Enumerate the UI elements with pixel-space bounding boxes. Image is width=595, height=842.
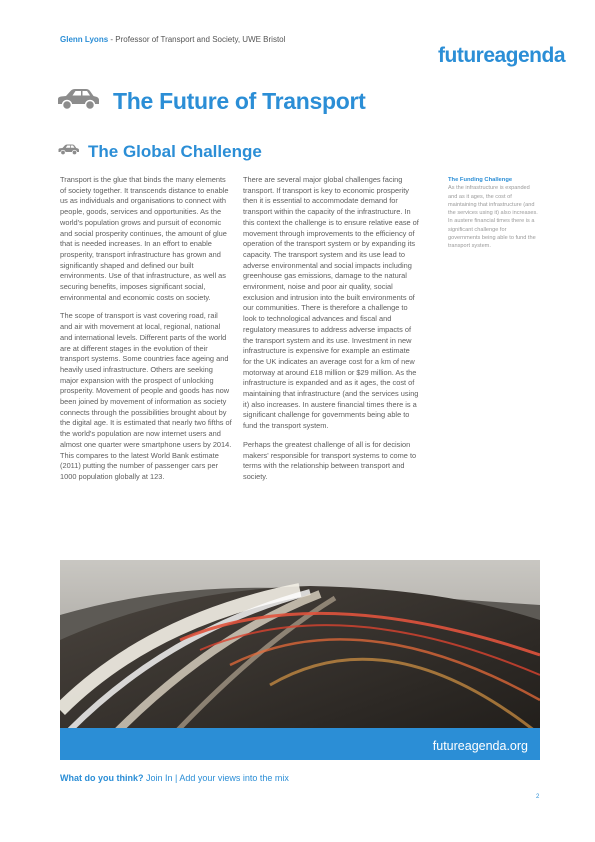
paragraph: There are several major global challenges facing transport. If transport is key to economic prosperity then it is essential to accommodate demand for transport within the capacity of the infrastructure. In this context the challenge is to ensure relative ease of movement through improvements to the efficiency of operation of the transport system or by expanding its capacity. The transport system and its use lead to adverse environmental and social impacts including greenhouse gas emissions, damage to the natural environment, noise and poor air quality, social exclusion and intrusion into the built environments of our communities. There is therefore a challenge to look to technological advances and fiscal and regulatory measures to address adverse impacts of the transport system and its use. Investment in new infrastructure is expensive for example an estimate for the UK indicates an average cost for a km of new motorway at around £18 million or $29 million. As the infrastructure is expanded and as it ages, the cost of maintaining that infrastructure (and the services using it) also increases. In austere financial times there is a significant challenge for governments being able to fund the transport system. xyxy=(243,175,419,431)
page-number: 2 xyxy=(536,794,540,800)
highway-light-trails-photo xyxy=(60,560,540,760)
sidebar-text: As the infrastructure is expanded and as it ages, the cost of maintaining that infrastructure (and the services using it) also increases. In austere financial times there is a significant challenge for governments being able to fund the transport system. xyxy=(448,185,538,250)
paragraph: Transport is the glue that binds the many elements of society together. It transcends distance to enable us as individuals and organisations to connect with people, goods, services and opportunities. As the world's population grows and pursuit of economic and social prosperity continues, the amount of glue that is needed increases. In an effort to enable prosperity, transport infrastructure has grown and significantly shaped and defined our built environments. Use of that infrastructure, as well as securing benefits, imposes significant social, environmental and economic costs on society. xyxy=(60,175,229,302)
author-line xyxy=(60,35,285,44)
paragraph: Perhaps the greatest challenge of all is for decision makers' responsible for transport systems to come to terms with the relationship between transport and society. xyxy=(243,439,417,481)
footer-cta[interactable] xyxy=(60,773,289,783)
footer-question: What do you think? xyxy=(60,773,144,783)
author-name: Glenn Lyons xyxy=(60,35,109,44)
section-heading-row xyxy=(57,140,262,164)
body-column-left xyxy=(60,175,232,491)
car-icon xyxy=(55,87,101,116)
sidebar-callout xyxy=(448,176,540,251)
page-title-row xyxy=(55,85,366,117)
image-url-text[interactable]: futureagenda.org xyxy=(432,739,528,753)
author-role: - Professor of Transport and Society, UWE Bristol xyxy=(108,35,286,44)
body-column-right xyxy=(243,175,419,491)
footer-join-link[interactable]: Join In | Add your views into the mix xyxy=(143,773,289,783)
section-heading: The Global Challenge xyxy=(88,142,262,161)
page-title: The Future of Transport xyxy=(113,87,366,114)
car-icon xyxy=(57,143,80,161)
futureagenda-logo[interactable]: futureagenda xyxy=(438,44,566,67)
paragraph: The scope of transport is vast covering road, rail and air with movement at local, regional, national and international levels. Different parts of the world are at different stages in the evolution of their transport systems. Some countries face ageing and heavily used infrastructure. Others are seeking major expansion with the prospect of unlocking prosperity. Movement of people and goods has now been joined by movement of information as society connects through the possibilities brought about by the digital age. It is estimated that nearly two fifths of the world's population are now internet users and almost one quarter were smartphone users by 2014. This compares to the latest World Bank estimate (2011) putting the number of passenger cars per 1000 population globally at 123. xyxy=(60,311,232,481)
sidebar-title: The Funding Challenge xyxy=(448,177,513,183)
